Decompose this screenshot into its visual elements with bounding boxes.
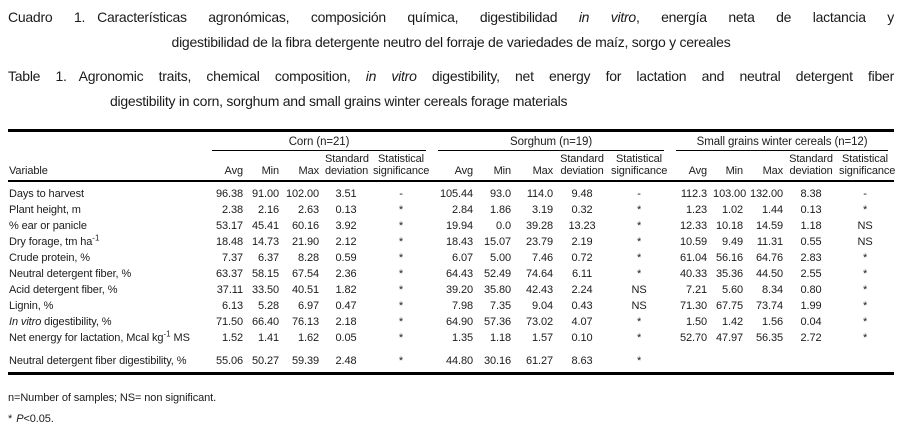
corn-significance-value: * <box>398 204 404 216</box>
row-label: Lignin, % <box>9 300 54 312</box>
corn-significance-value: * <box>398 332 404 344</box>
sorghum-std-deviation-value: 6.11 <box>571 268 593 280</box>
table-row <box>8 314 894 330</box>
corn-std-deviation-value: 0.47 <box>335 300 357 312</box>
cereals-avg-value: 112.3 <box>680 188 708 200</box>
table-row <box>8 202 894 218</box>
corn-max-value: 40.51 <box>291 284 319 296</box>
corn-std-deviation-value: 2.12 <box>335 236 357 248</box>
sorghum-significance-value: * <box>636 355 642 367</box>
sorghum-max-value: 74.64 <box>526 268 554 280</box>
sorghum-max-value: 9.04 <box>532 300 554 312</box>
cereals-min-value: 1.42 <box>722 316 744 328</box>
corn-min-value: 5.28 <box>257 300 279 312</box>
row-label: Acid detergent fiber, % <box>9 284 118 296</box>
sorghum-avg-value: 39.20 <box>446 284 474 296</box>
table-row <box>8 234 894 250</box>
table-row <box>8 218 894 234</box>
corn-max-value: 59.39 <box>291 355 319 367</box>
corn-min-value: 2.16 <box>257 204 279 216</box>
sorghum-significance-value: * <box>636 332 642 344</box>
cereals-max-value: 11.31 <box>756 236 784 248</box>
corn-min-value: 14.73 <box>251 236 279 248</box>
sorghum-significance-value: * <box>636 236 642 248</box>
sorghum-max-value: 73.02 <box>526 316 554 328</box>
corn-max-value: 102.00 <box>285 188 319 200</box>
table-row <box>8 282 894 298</box>
sorghum-min-value: 93.0 <box>490 188 512 200</box>
sorghum-avg-value: 2.84 <box>452 204 474 216</box>
group-header-row <box>8 131 894 152</box>
sorghum-max-value: 7.46 <box>532 252 554 264</box>
cereals-max-value: 44.50 <box>756 268 784 280</box>
corn-min-value: 33.50 <box>251 284 279 296</box>
cereals-header-significance: Statistical significance <box>836 151 894 181</box>
cereals-min-value: 56.16 <box>716 252 744 264</box>
cereals-max-value: 8.34 <box>762 284 784 296</box>
cereals-max-value: 56.35 <box>756 332 784 344</box>
sorghum-significance-value: - <box>637 188 641 200</box>
cereals-header-min: Min <box>710 151 746 181</box>
table-row <box>8 266 894 282</box>
cereals-header-avg: Avg <box>670 151 710 181</box>
sorghum-max-value: 61.27 <box>526 355 554 367</box>
cereals-avg-value: 7.21 <box>686 284 708 296</box>
sorghum-avg-value: 64.90 <box>446 316 474 328</box>
sorghum-significance-value: * <box>636 252 642 264</box>
corn-std-deviation-value: 0.05 <box>335 332 357 344</box>
corn-significance-value: * <box>398 355 404 367</box>
cereals-min-value: 67.75 <box>716 300 744 312</box>
caption-english-text-post: digestibility, net energy for lactation and neutral detergent fiber <box>416 68 894 84</box>
corn-header-max: Max <box>282 151 322 181</box>
sorghum-header-min: Min <box>476 151 514 181</box>
cereals-header-max: Max <box>746 151 786 181</box>
footnote-samples: n=Number of samples; NS= non significant. <box>8 392 217 404</box>
caption-english-line2: digestibility in corn, sorghum and small grains winter cereals forage materials <box>110 93 568 109</box>
footnote-p-italic: P <box>16 413 24 425</box>
sorghum-max-value: 42.43 <box>526 284 554 296</box>
cereals-significance-value: * <box>862 332 868 344</box>
sorghum-max-value: 1.57 <box>532 332 554 344</box>
caption-spanish <box>8 5 894 55</box>
corn-significance-value: * <box>398 284 404 296</box>
row-label: % ear or panicle <box>9 220 87 232</box>
cereals-significance-value: * <box>862 268 868 280</box>
cereals-min-value: 5.60 <box>722 284 744 296</box>
sorghum-avg-value: 7.98 <box>452 300 474 312</box>
row-label: Crude protein, % <box>9 252 90 264</box>
cereals-max-value: 73.74 <box>756 300 784 312</box>
corn-significance-value: * <box>398 300 404 312</box>
corn-avg-value: 6.13 <box>221 300 243 312</box>
corn-avg-value: 7.37 <box>221 252 243 264</box>
cereals-significance-value: NS <box>857 220 873 232</box>
sorghum-min-value: 30.16 <box>484 355 512 367</box>
cereals-avg-value: 40.33 <box>680 268 708 280</box>
sorghum-std-deviation-value: 0.32 <box>571 204 593 216</box>
corn-max-value: 2.63 <box>297 204 319 216</box>
group-label-cereals: Small grains winter cereals (n=12) <box>696 136 868 148</box>
row-label: Dry forage, tm $ha^{-1}$ <box>9 234 100 248</box>
corn-avg-value: 63.37 <box>215 268 243 280</box>
cereals-significance-value: * <box>862 252 868 264</box>
caption-spanish-label: Cuadro 1. <box>8 9 86 25</box>
corn-avg-value: 55.06 <box>215 355 243 367</box>
corn-significance-value: * <box>398 316 404 328</box>
corn-significance-value: * <box>398 220 404 232</box>
sorghum-header-max: Max <box>514 151 556 181</box>
corn-avg-value: 2.38 <box>221 204 243 216</box>
cereals-avg-value: 52.70 <box>680 332 708 344</box>
cereals-significance-value: * <box>862 284 868 296</box>
corn-header-significance: Statistical significance <box>370 151 432 181</box>
cereals-max-value: 1.44 <box>762 204 784 216</box>
row-label: In vitro digestibility, % <box>9 316 112 328</box>
sorghum-min-value: 57.36 <box>484 316 512 328</box>
corn-significance-value: * <box>398 236 404 248</box>
sorghum-max-value: 3.19 <box>532 204 554 216</box>
cereals-std-deviation-value: 0.04 <box>800 316 822 328</box>
corn-avg-value: 37.11 <box>216 284 243 296</box>
sorghum-avg-value: 6.07 <box>452 252 474 264</box>
caption-english-italic: in vitro <box>365 68 417 84</box>
corn-max-value: 60.16 <box>291 220 319 232</box>
cereals-avg-value: 1.23 <box>686 204 708 216</box>
cereals-std-deviation-value: 2.83 <box>800 252 822 264</box>
corn-std-deviation-value: 2.18 <box>335 316 357 328</box>
caption-spanish-italic: in vitro <box>578 9 636 25</box>
corn-std-deviation-value: 2.36 <box>335 268 357 280</box>
sorghum-min-value: 52.49 <box>484 268 512 280</box>
sorghum-std-deviation-value: 9.48 <box>571 188 593 200</box>
sorghum-std-deviation-value: 2.24 <box>571 284 593 296</box>
caption-english-line1 <box>8 64 894 89</box>
corn-header-std-deviation: Standard deviation <box>322 151 370 181</box>
footnote-asterisk: * <box>8 413 13 425</box>
sorghum-significance-value: * <box>636 316 642 328</box>
corn-std-deviation-value: 3.92 <box>335 220 357 232</box>
sorghum-max-value: 23.79 <box>526 236 554 248</box>
corn-avg-value: 96.38 <box>215 188 243 200</box>
cereals-avg-value: 61.04 <box>680 252 708 264</box>
caption-english-label: Table 1. <box>8 68 67 84</box>
row-label: Plant height, m <box>9 204 81 216</box>
cereals-max-value: 1.56 <box>762 316 784 328</box>
corn-min-value: 1.41 <box>257 332 279 344</box>
sorghum-std-deviation-value: 13.23 <box>568 220 596 232</box>
cereals-significance-value: - <box>863 188 867 200</box>
sorghum-max-value: 39.28 <box>526 220 554 232</box>
table-row <box>8 298 894 314</box>
corn-avg-value: 71.50 <box>215 316 243 328</box>
footnote-p-value: <0.05. <box>23 413 54 425</box>
corn-avg-value: 18.48 <box>215 236 243 248</box>
cereals-max-value: 14.59 <box>756 220 784 232</box>
cereals-std-deviation-value <box>786 346 836 374</box>
corn-max-value: 8.28 <box>297 252 319 264</box>
caption-spanish-line2: digestibilidad de la fibra detergente neutro del forraje de variedades de maíz, sorgo y cereales <box>171 34 731 50</box>
sorghum-significance-value: NS <box>631 300 647 312</box>
corn-min-value: 58.15 <box>251 268 279 280</box>
sorghum-std-deviation-value: 2.19 <box>571 236 593 248</box>
corn-header-min: Min <box>246 151 282 181</box>
sorghum-avg-value: 44.80 <box>446 355 474 367</box>
cereals-significance-value: * <box>862 204 868 216</box>
sorghum-min-value: 0.0 <box>496 220 512 232</box>
corn-std-deviation-value: 0.59 <box>335 252 357 264</box>
sorghum-min-value: 1.86 <box>490 204 512 216</box>
agronomic-traits-table <box>8 129 894 375</box>
caption-spanish-text-pre: Características agronómicas, composición química, digestibilidad <box>97 9 579 25</box>
caption-spanish-line1 <box>8 5 894 30</box>
caption-spanish-text-post: , energía neta de lactancia y <box>635 9 895 25</box>
cereals-header-std-deviation: Standard deviation <box>786 151 836 181</box>
sorghum-std-deviation-value: 8.63 <box>571 355 593 367</box>
table-body <box>8 181 894 374</box>
group-header-spacer <box>8 131 206 152</box>
caption-english <box>8 64 894 114</box>
cereals-significance-value <box>836 346 894 374</box>
sorghum-avg-value: 18.43 <box>446 236 474 248</box>
row-label: Neutral detergent fiber digestibility, % <box>9 355 187 367</box>
row-label: Net energy for lactation, Mcal $kg^{-1}$ MS <box>9 330 190 344</box>
column-header-row <box>8 151 894 181</box>
sorghum-min-value: 7.35 <box>490 300 512 312</box>
cereals-std-deviation-value: 0.13 <box>800 204 822 216</box>
column-header-variable: Variable <box>8 151 206 181</box>
cereals-std-deviation-value: 1.18 <box>800 220 822 232</box>
sorghum-min-value: 5.00 <box>490 252 512 264</box>
cereals-std-deviation-value: 0.55 <box>800 236 822 248</box>
corn-std-deviation-value: 0.13 <box>335 204 357 216</box>
corn-min-value: 66.40 <box>251 316 279 328</box>
cereals-max-value: 64.76 <box>756 252 784 264</box>
sorghum-header-std-deviation: Standard deviation <box>556 151 608 181</box>
sorghum-significance-value: * <box>636 220 642 232</box>
corn-header-avg: Avg <box>206 151 246 181</box>
cereals-significance-value: * <box>862 316 868 328</box>
corn-min-value: 6.37 <box>257 252 279 264</box>
cereals-std-deviation-value: 8.38 <box>800 188 822 200</box>
group-header-sorghum <box>432 131 670 152</box>
cereals-std-deviation-value: 2.72 <box>800 332 822 344</box>
sorghum-avg-value: 64.43 <box>446 268 474 280</box>
cereals-avg-value: 10.59 <box>680 236 708 248</box>
corn-avg-value: 53.17 <box>215 220 243 232</box>
row-label: Days to harvest <box>9 188 84 200</box>
cereals-min-value: 35.36 <box>716 268 744 280</box>
corn-significance-value: * <box>398 268 404 280</box>
cereals-avg-value <box>670 346 710 374</box>
cereals-min-value: 10.18 <box>716 220 744 232</box>
corn-std-deviation-value: 3.51 <box>335 188 357 200</box>
table-row <box>8 250 894 266</box>
sorghum-significance-value: NS <box>631 284 647 296</box>
cereals-avg-value: 71.30 <box>680 300 708 312</box>
group-label-sorghum: Sorghum (n=19) <box>510 136 593 148</box>
cereals-std-deviation-value: 0.80 <box>800 284 822 296</box>
corn-avg-value: 1.52 <box>221 332 243 344</box>
table-row <box>8 181 894 202</box>
cereals-min-value: 1.02 <box>722 204 744 216</box>
cereals-max-value: 132.00 <box>750 188 784 200</box>
table-row <box>8 330 894 346</box>
corn-max-value: 1.62 <box>297 332 319 344</box>
cereals-avg-value: 1.50 <box>686 316 708 328</box>
corn-min-value: 91.00 <box>251 188 279 200</box>
cereals-min-value <box>710 346 746 374</box>
cereals-avg-value: 12.33 <box>680 220 708 232</box>
corn-max-value: 6.97 <box>297 300 319 312</box>
sorghum-header-significance: Statistical significance <box>608 151 670 181</box>
corn-std-deviation-value: 2.48 <box>335 355 357 367</box>
cereals-significance-value: * <box>862 300 868 312</box>
cereals-min-value: 9.49 <box>722 236 744 248</box>
sorghum-std-deviation-value: 0.10 <box>571 332 593 344</box>
cereals-min-value: 47.97 <box>716 332 744 344</box>
sorghum-min-value: 35.80 <box>484 284 512 296</box>
corn-min-value: 45.41 <box>251 220 279 232</box>
sorghum-std-deviation-value: 4.07 <box>571 316 593 328</box>
sorghum-std-deviation-value: 0.43 <box>571 300 593 312</box>
sorghum-min-value: 15.07 <box>484 236 512 248</box>
sorghum-avg-value: 105.44 <box>440 188 474 200</box>
sorghum-avg-value: 19.94 <box>446 220 474 232</box>
cereals-max-value <box>746 346 786 374</box>
sorghum-std-deviation-value: 0.72 <box>571 252 593 264</box>
corn-min-value: 50.27 <box>251 355 279 367</box>
sorghum-header-avg: Avg <box>432 151 476 181</box>
corn-significance-value: * <box>398 252 404 264</box>
sorghum-significance-value: * <box>636 268 642 280</box>
sorghum-significance-value: * <box>636 204 642 216</box>
corn-max-value: 76.13 <box>291 316 319 328</box>
corn-significance-value: - <box>399 188 403 200</box>
corn-max-value: 67.54 <box>291 268 319 280</box>
sorghum-avg-value: 1.35 <box>452 332 474 344</box>
corn-max-value: 21.90 <box>291 236 319 248</box>
table-row <box>8 346 894 374</box>
sorghum-max-value: 114.0 <box>526 188 554 200</box>
group-header-corn <box>206 131 432 152</box>
cereals-min-value: 103.00 <box>713 188 747 200</box>
group-label-corn: Corn (n=21) <box>288 136 350 148</box>
cereals-significance-value: NS <box>857 236 873 248</box>
sorghum-min-value: 1.18 <box>490 332 512 344</box>
caption-english-text-pre: Agronomic traits, chemical composition, <box>78 68 366 84</box>
row-label: Neutral detergent fiber, % <box>9 268 132 280</box>
corn-std-deviation-value: 1.82 <box>335 284 357 296</box>
cereals-std-deviation-value: 1.99 <box>800 300 822 312</box>
cereals-std-deviation-value: 2.55 <box>800 268 822 280</box>
group-header-cereals <box>670 131 894 152</box>
